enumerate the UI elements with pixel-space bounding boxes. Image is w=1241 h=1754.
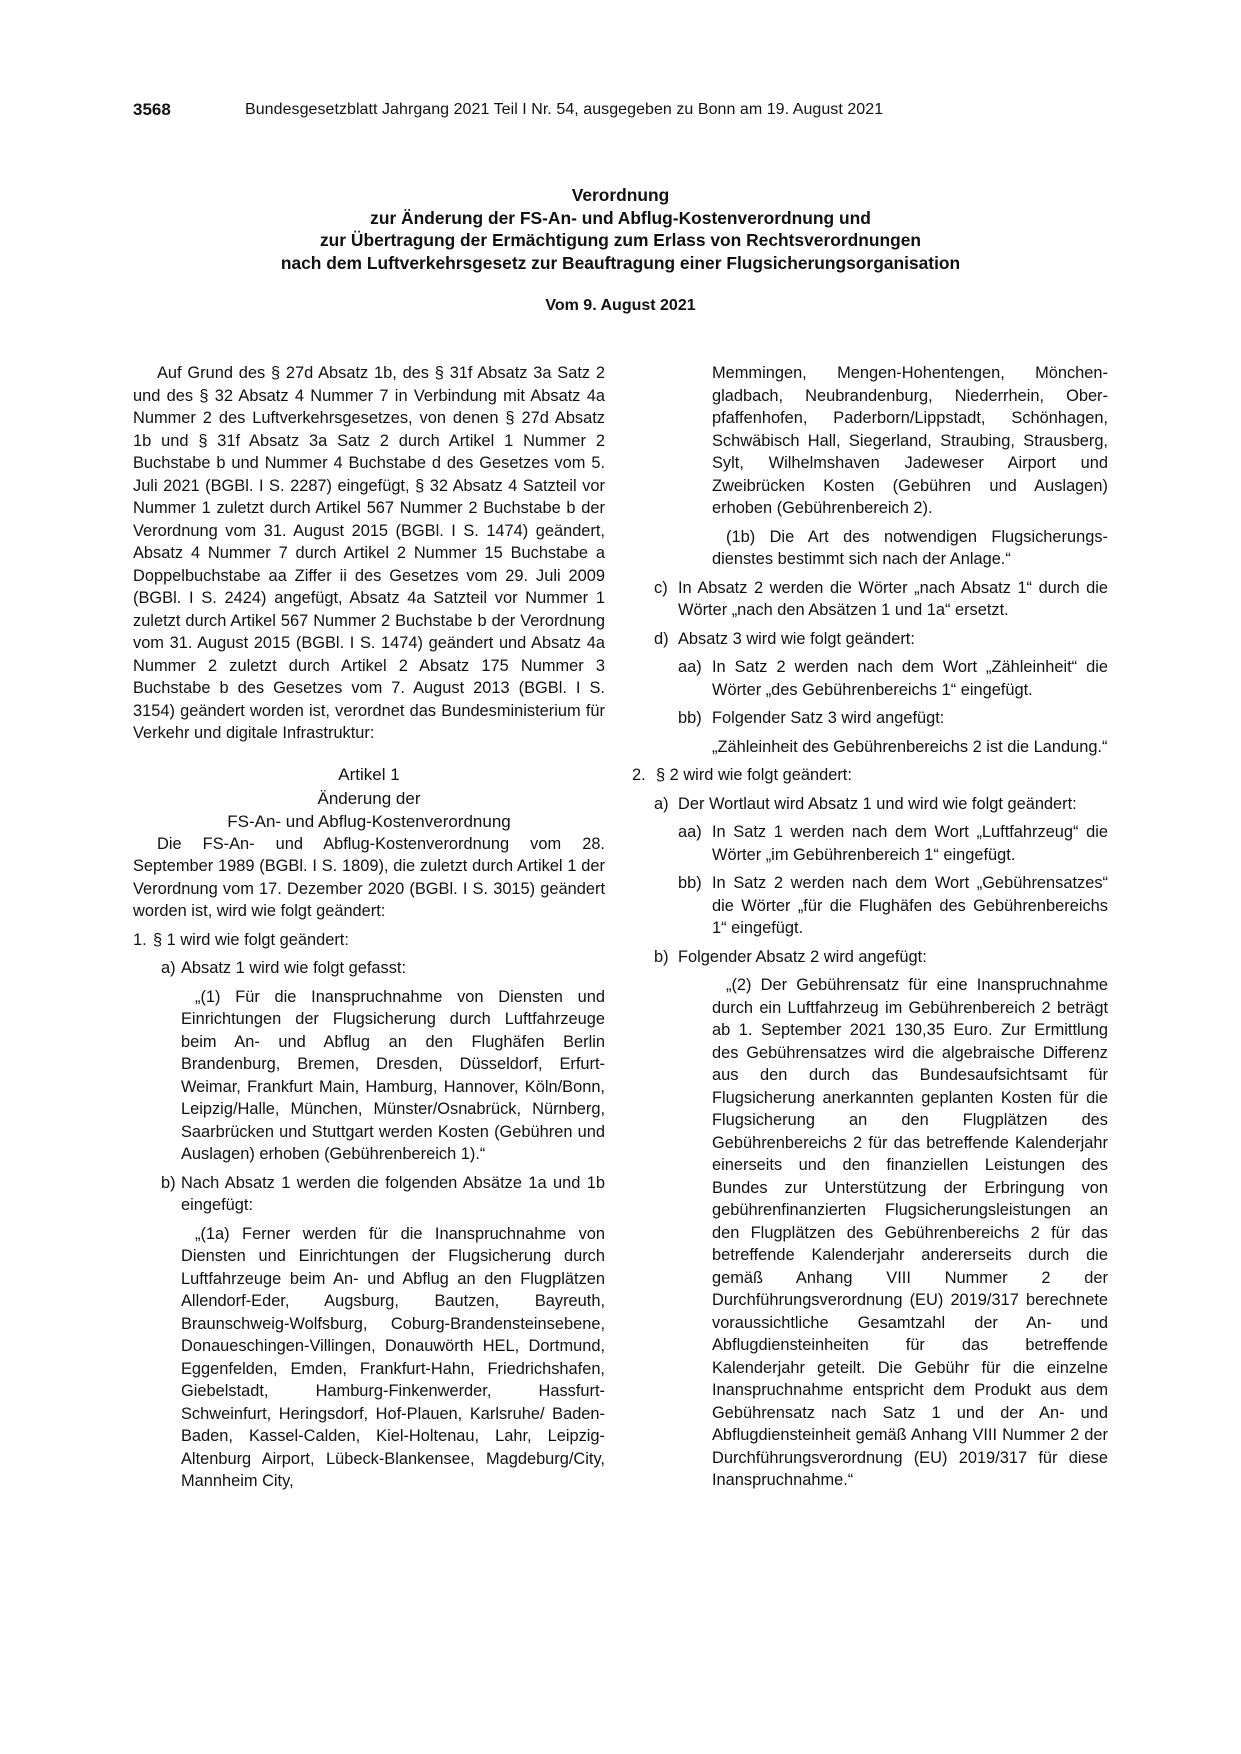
- list-item-text: Absatz 3 wird wie folgt geändert:: [678, 629, 915, 648]
- list-item-label: b): [161, 1173, 176, 1192]
- list-item-label: aa): [678, 658, 702, 676]
- list-item-2a-aa: [632, 821, 1108, 866]
- article-title-line-1: Änderung der: [317, 788, 421, 808]
- list-item-label: 1.: [133, 930, 147, 949]
- quote-zaehleinheit: „Zähleinheit des Gebührenbereichs 2 ist die Landung.“: [712, 737, 1108, 756]
- title-line-1: Verordnung: [571, 185, 670, 205]
- document-date: Vom 9. August 2021: [545, 297, 696, 314]
- list-item-text: In Satz 2 werden nach dem Wort „Zähleinheit“ die Wörter „des Gebührenbereichs 1“ eingefügt.: [712, 658, 1108, 699]
- list-item-label: a): [654, 794, 669, 813]
- list-item-2a: [632, 793, 1108, 816]
- page-number: 3568: [133, 100, 171, 119]
- list-item-text: § 1 wird wie folgt geändert:: [153, 930, 349, 949]
- quote-absatz-1a: „(1a) Ferner werden für die Inanspruchnahme von Diensten und Einrichtungen der Flugsicherung durch Luftfahrzeuge beim An- und Abflug an den Flugplätzen Allendorf-Eder, Augsburg, Bautzen, Bayreuth, Braunschweig-Wolfsburg, Coburg-Brandensteinsebene, Donaueschingen-Villingen, Donauwörth HEL, Dortmund, Eggenfelden, Emden, Frankfurt-Hahn, Friedrichshafen, Giebelstadt, Hamburg-Finkenwerder, Hassfurt-Schweinfurt, Heringsdorf, Hof-Plauen, Karlsruhe/ Baden-Baden, Kassel-Calden, Kiel-Holtenau, Lahr, Leipzig-Altenburg Airport, Lübeck-Blankensee, Magdeburg/City, Mannheim City,: [181, 1224, 605, 1490]
- list-item-2: [632, 764, 1108, 787]
- list-item-1d: [632, 628, 1108, 651]
- page-header: [133, 100, 1113, 128]
- list-item-1a: [133, 957, 605, 980]
- article-intro: Die FS-An- und Abflug-Kostenverordnung vom 28. September 1989 (BGBl. I S. 1809), die zuletzt durch Artikel 1 der Verordnung vom 17. Dezember 2020 (BGBl. I S. 3015) geändert worden ist, wird wie folgt geändert:: [133, 834, 605, 920]
- quote-absatz-1b: (1b) Die Art des notwendigen Flugsicherungsdienstes bestimmt sich nach der Anlage.“: [712, 527, 1108, 568]
- list-item-text: In Absatz 2 werden die Wörter „nach Absatz 1“ durch die Wörter „nach den Absätzen 1 und 1a“ ersetzt.: [678, 578, 1108, 619]
- list-item-text: Nach Absatz 1 werden die folgenden Absätze 1a und 1b eingefügt:: [181, 1173, 605, 1214]
- list-item-label: b): [654, 947, 669, 966]
- quote-absatz-2: „(2) Der Gebührensatz für eine Inanspruchnahme durch ein Luftfahrzeug im Gebührenbereich 2 beträgt ab 1. September 2021 130,35 Euro. Zur Ermittlung des Gebührensatzes wird die algebraische Differenz aus den durch das Bundesaufsichtsamt für Flugsicherung anerkannten geplanten Kosten für die Flugsicherung an den Flugplätzen des Gebührenbereichs 2 für das betreffende Kalenderjahr einerseits und den finanziellen Leistungen des Bundes zur Unterstützung der Erbringung von gebührenfinanzierten Flugsicherungsleistungen an den Flugplätzen des Gebührenbereichs 2 für das betreffende Kalenderjahr andererseits durch die gemäß Anhang VIII Nummer 2 der Durchführungsverordnung (EU) 2019/317 berechnete voraussichtliche Gesamtzahl der An- und Abflugdiensteinheiten für das betreffende Kalenderjahr geteilt. Die Gebühr für die einzelne Inanspruchnahme entspricht dem Produkt aus dem Gebührensatz nach Satz 1 und der An- und Abflugdiensteinheit gemäß Anhang VIII Nummer 2 der Durchführungsverordnung (EU) 2019/317 für diese Inanspruchnahme.“: [712, 976, 1108, 1489]
- list-item-1b: [133, 1172, 605, 1217]
- list-item-text: Folgender Satz 3 wird angefügt:: [712, 709, 945, 727]
- list-item-1: [133, 929, 605, 952]
- article-title-line-2: FS-An- und Abflug-Kostenverordnung: [227, 811, 511, 831]
- quote-absatz-1: „(1) Für die Inanspruchnahme von Diensten und Einrichtungen der Flugsicherung durch Luftfahrzeuge beim An- und Abflug an den Flughäfen Berlin Brandenburg, Bremen, Dresden, Düsseldorf, Erfurt-Weimar, Frankfurt Main, Hamburg, Hannover, Köln/Bonn, Leipzig/Halle, München, Münster/Osnabrück, Nürnberg, Saarbrücken und Stuttgart werden Kosten (Gebühren und Auslagen) erhoben (Gebührenbereich 1).“: [181, 987, 605, 1163]
- article-label: Artikel 1: [338, 764, 400, 784]
- list-item-text: § 2 wird wie folgt geändert:: [656, 766, 852, 784]
- list-item-2b: [632, 946, 1108, 969]
- list-item-label: c): [654, 578, 668, 597]
- left-column: [133, 362, 605, 1493]
- list-item-text: Absatz 1 wird wie folgt gefasst:: [181, 959, 407, 977]
- list-item-text: Folgender Absatz 2 wird angefügt:: [678, 947, 927, 966]
- list-item-label: 2.: [632, 766, 646, 784]
- preamble: Auf Grund des § 27d Absatz 1b, des § 31f Absatz 3a Satz 2 und des § 32 Absatz 4 Nummer 7 in Verbindung mit Absatz 4a Nummer 2 des Luftverkehrsgesetzes, von denen § 27d Absatz 1b und § 31f Absatz 3a Satz 2 durch Artikel 1 Nummer 2 Buchstabe b und Nummer 4 Buchstabe d des Gesetzes vom 5. Juli 2021 (BGBl. I S. 2287) eingefügt, § 32 Absatz 4 Satzteil vor Nummer 1 zuletzt durch Artikel 567 Nummer 2 Buchstabe b der Verordnung vom 31. August 2015 (BGBl. I S. 1474) geändert, Absatz 4 Nummer 7 durch Artikel 2 Nummer 15 Buchstabe a Doppelbuchstabe aa Ziffer ii des Gesetzes vom 29. Juli 2009 (BGBl. I S. 2424) angefügt, Absatz 4a Satzteil vor Nummer 1 zuletzt durch Artikel 567 Nummer 2 Buchstabe b der Verordnung vom 31. August 2015 (BGBl. I S. 1474) geändert und Absatz 4a Nummer 2 zuletzt durch Artikel 2 Absatz 175 Nummer 3 Buchstabe b des Gesetzes vom 7. August 2013 (BGBl. I S. 3154) geändert worden ist, verordnet das Bundesministerium für Verkehr und digitale Infrastruktur:: [133, 364, 605, 742]
- list-item-label: a): [161, 959, 176, 977]
- quote-absatz-1a-continued: Memmingen, Mengen-Hohentengen, Mönchengladbach, Neubrandenburg, Niederrhein, Oberpfaffenhofen, Paderborn/Lippstadt, Schönhagen, Schwäbisch Hall, Siegerland, Straubing, Strausberg, Sylt, Wilhelmshaven Jadeweser Airport und Zweibrücken Kosten (Gebühren und Auslagen) erhoben (Gebührenbereich 2).: [712, 364, 1108, 517]
- list-item-text: In Satz 1 werden nach dem Wort „Luftfahrzeug“ die Wörter „im Gebührenbereich 1“ eingefügt.: [712, 823, 1108, 864]
- title-line-3: zur Übertragung der Ermächtigung zum Erlass von Rechtsverordnungen: [319, 230, 922, 250]
- list-item-label: aa): [678, 823, 702, 841]
- list-item-1c: [632, 577, 1108, 622]
- list-item-text: Der Wortlaut wird Absatz 1 und wird wie folgt geändert:: [678, 794, 1077, 813]
- list-item-text: In Satz 2 werden nach dem Wort „Gebührensatzes“ die Wörter „für die Flughäfen des Gebührenbereichs 1“ eingefügt.: [712, 874, 1108, 937]
- list-item-1d-bb: [632, 707, 1108, 730]
- title-line-4: nach dem Luftverkehrsgesetz zur Beauftragung einer Flugsicherungsorganisation: [280, 252, 961, 273]
- list-item-2a-bb: [632, 872, 1108, 940]
- document-title: [133, 184, 1108, 274]
- right-column: [632, 362, 1108, 1492]
- list-item-1d-aa: [632, 656, 1108, 701]
- list-item-label: bb): [678, 874, 702, 892]
- list-item-label: bb): [678, 709, 702, 727]
- running-title: Bundesgesetzblatt Jahrgang 2021 Teil I Nr. 54, ausgegeben zu Bonn am 19. August 2021: [245, 101, 884, 118]
- title-line-2: zur Änderung der FS-An- und Abflug-Kostenverordnung und: [370, 207, 871, 228]
- list-item-label: d): [654, 629, 669, 648]
